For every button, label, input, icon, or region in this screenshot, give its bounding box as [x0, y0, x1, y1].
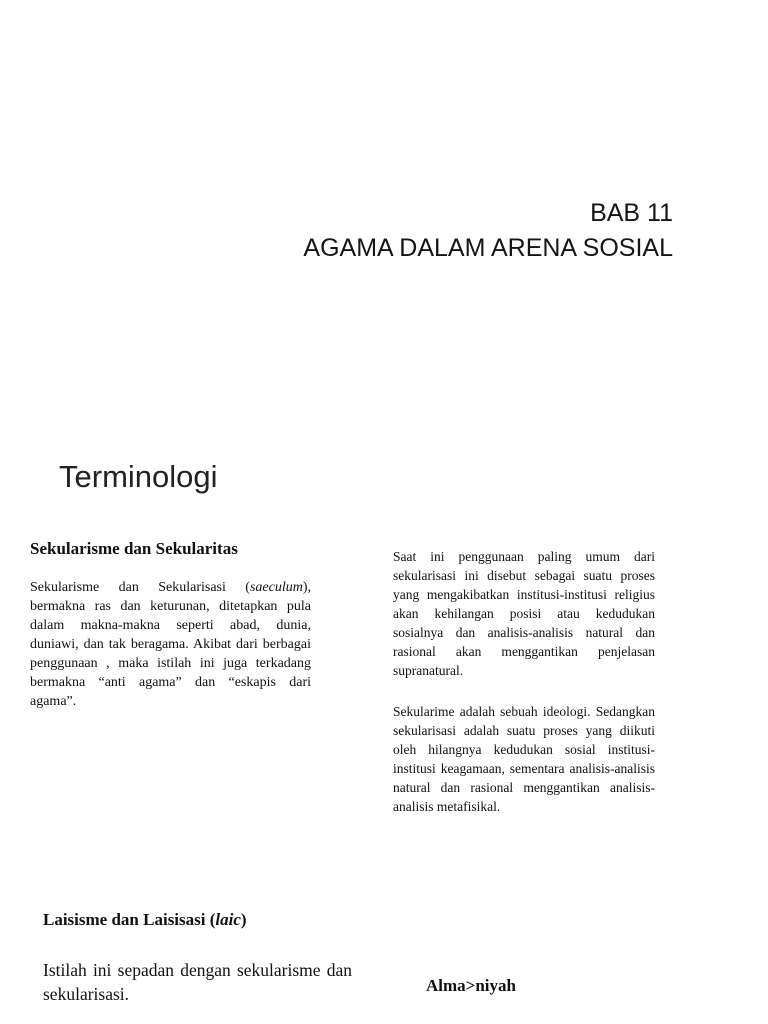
sekularisme-paragraph-text-1: Sekularisme dan Sekularisasi ( — [30, 580, 250, 595]
laic-term: laic — [215, 910, 241, 929]
chapter-title: AGAMA DALAM ARENA SOSIAL — [303, 234, 673, 262]
sekularisme-paragraph-text-2: ), bermakna ras dan keturunan, ditetapkan pula dalam makna-makna seperti abad, dunia, duniawi, dan tak beragama. Akibat dari berbagai penggunaan , maka istilah ini juga terkadang bermakna “anti agama” dan “eskapis dari agama”. — [30, 580, 311, 709]
section-heading: Terminologi — [59, 459, 218, 494]
chapter-title-block — [303, 196, 673, 266]
chapter-number: BAB 11 — [590, 199, 673, 227]
almaniyah-heading: Alma>niyah — [426, 976, 516, 995]
sekularisme-ideology-paragraph: Sekularime adalah sebuah ideologi. Sedangkan sekularisasi adalah suatu proses yang diikuti oleh hilangnya kedudukan sosial institusi-institusi keagamaan, sementara analisis-analisis natural dan rasional menggantikan analisis-analisis metafisikal. — [393, 704, 655, 814]
laisisme-heading-text-2: ) — [240, 910, 247, 929]
laisisme-heading-text-1: Laisisme dan Laisisasi ( — [43, 910, 216, 929]
sekularisasi-usage-paragraph: Saat ini penggunaan paling umum dari sekularisasi ini disebut sebagai suatu proses yang mengakibatkan institusi-institusi religius akan kehilangan posisi atau kedudukan sosialnya dan analisis-analisis natural dan rasional akan menggantikan penjelasan supranatural. — [393, 549, 655, 678]
sekularisme-heading: Sekularisme dan Sekularitas — [30, 539, 238, 558]
sekularisme-paragraph — [30, 578, 311, 711]
laisisme-heading — [43, 910, 247, 930]
laisisme-paragraph: Istilah ini sepadan dengan sekularisme dan sekularisasi. — [43, 960, 352, 1004]
saeculum-term: saeculum — [249, 580, 303, 595]
